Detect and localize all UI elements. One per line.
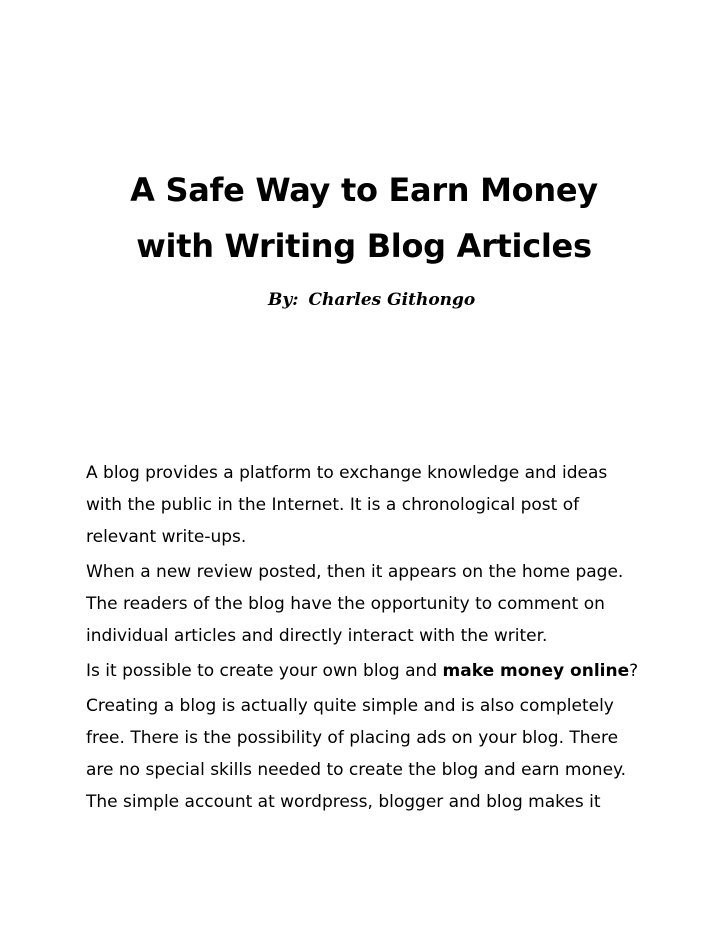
paragraph-line: with the public in the Internet. It is a chronological post of xyxy=(86,495,580,515)
author-byline xyxy=(268,288,475,312)
paragraph-line: individual articles and directly interact with the writer. xyxy=(86,626,548,646)
title-line-1: A Safe Way to Earn Money xyxy=(130,171,598,209)
paragraph-line: Creating a blog is actually quite simple and is also completely xyxy=(86,696,614,716)
question-text: Is it possible to create your own blog and xyxy=(86,661,443,681)
paragraph-line: free. There is the possibility of placing ads on your blog. There xyxy=(86,728,619,748)
document-title xyxy=(0,162,728,274)
title-line-2: with Writing Blog Articles xyxy=(136,227,592,265)
paragraph-4 xyxy=(86,690,656,818)
paragraph-line: When a new review posted, then it appears on the home page. xyxy=(86,562,624,582)
bold-phrase: make money online xyxy=(442,661,630,681)
question-mark: ? xyxy=(629,661,639,681)
paragraph-line: A blog provides a platform to exchange knowledge and ideas xyxy=(86,463,608,483)
article-body xyxy=(86,457,656,821)
paragraph-line: The readers of the blog have the opportunity to comment on xyxy=(86,594,605,614)
byline-author: Charles Githongo xyxy=(308,290,476,310)
paragraph-2 xyxy=(86,556,656,652)
byline-prefix: By: xyxy=(268,290,299,310)
paragraph-line: The simple account at wordpress, blogger and blog makes it xyxy=(86,792,601,812)
paragraph-line-question xyxy=(86,655,656,687)
paragraph-3 xyxy=(86,655,656,687)
paragraph-line: are no special skills needed to create the blog and earn money. xyxy=(86,760,627,780)
paragraph-line: relevant write-ups. xyxy=(86,527,247,547)
paragraph-1 xyxy=(86,457,656,553)
